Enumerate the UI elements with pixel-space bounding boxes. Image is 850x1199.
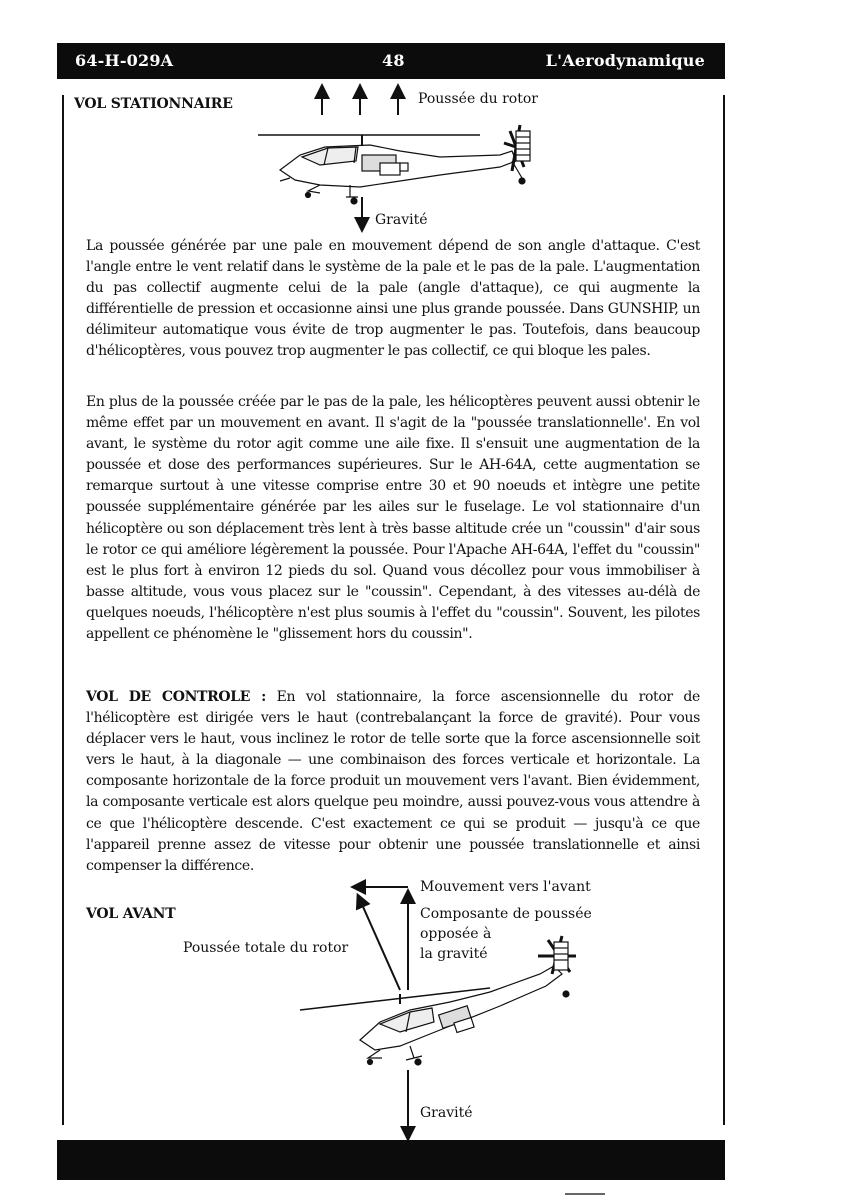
- vol-de-controle-text: En vol stationnaire, la force ascensionnelle du rotor de l'hélicoptère est dirigée vers le haut (contrebalançant la force de gravité). Pour vous déplacer vers le haut, vous inclinez le rotor de telle sorte que la force ascensionnelle soit vers le haut, à la diagonale — une combinaison des forces verticale et horizontale. La composante horizontale de la force produit un mouvement vers l'avant. Bien évidemment, la composante verticale est alors quelque peu moindre, aussi pouvez-vous vous attendre à ce que l'hélicoptère descende. C'est exactement ce qui se produit — jusqu'à ce que l'appareil prenne assez de vitesse pour obtenir une poussée translationnelle et ainsi compenser la différence.: [86, 689, 700, 874]
- bottom-mark: [565, 1193, 605, 1195]
- heading-vol-stationnaire: VOL STATIONNAIRE: [74, 96, 233, 112]
- total-thrust-arrow: [360, 900, 400, 990]
- label-component-thrust: Composante de poussée: [420, 906, 592, 922]
- label-gravity-forward: Gravité: [420, 1105, 473, 1121]
- page-header: [57, 43, 725, 79]
- label-rotor-thrust: Poussée du rotor: [418, 91, 538, 107]
- label-component-thrust-3: la gravité: [420, 946, 488, 962]
- paragraph-thrust-angle: La poussée générée par une pale en mouvement dépend de son angle d'attaque. C'est l'angle entre le vent relatif dans le système de la pale et le pas de la pale. L'augmentation du pas collectif augmente celui de la pale (angle d'attaque), ce qui augmente la différentielle de pression et occasionne ainsi une plus grande poussée. Dans GUNSHIP, un délimiteur automatique vous évite de trop augmenter le pas. Toutefois, dans beaucoup d'hélicoptères, vous pouvez trop augmenter le pas collectif, ce qui bloque les pales.: [86, 238, 700, 360]
- page-number: 48: [382, 51, 405, 70]
- paragraph-vol-de-controle: [86, 687, 700, 877]
- label-gravity-hover: Gravité: [375, 212, 428, 228]
- chapter-title: L'Aerodynamique: [545, 51, 705, 70]
- label-forward-movement: Mouvement vers l'avant: [420, 879, 591, 895]
- left-border-rule: [62, 95, 64, 1125]
- page-footer-bar: [57, 1140, 725, 1180]
- heading-vol-de-controle: VOL DE CONTROLE :: [86, 689, 266, 705]
- right-border-rule: [723, 95, 725, 1125]
- label-total-rotor-thrust: Poussée totale du rotor: [183, 940, 349, 956]
- apache-helicopter-hover: [280, 125, 530, 204]
- paragraph-translational-thrust: En plus de la poussée créée par le pas de la pale, les hélicoptères peuvent aussi obtenir le même effet par un mouvement en avant. Il s'agit de la "poussée translationnelle'. En vol avant, le système du rotor agit comme une aile fixe. Il s'ensuit une augmentation de la poussée et dose des performances supérieures. Sur le AH-64A, cette augmentation se remarque surtout à une vitesse comprise entre 30 et 90 noeuds et intègre une petite poussée supplémentaire générée par les ailes sur le fuselage. Le vol stationnaire d'un hélicoptère ou son déplacement très lent à très basse altitude crée un "coussin" d'air sous le rotor ce qui améliore légèrement la poussée. Pour l'Apache AH-64A, l'effet du "coussin" est le plus fort à environ 12 pieds du sol. Quand vous décollez pour vous immobiliser à basse altitude, vous vous placez sur le "coussin". Cependant, à des vitesses au-délà de quelques noeuds, l'hélicoptère n'est plus soumis à l'effet du "coussin". Souvent, les pilotes appellent ce phénomène le "glissement hors du coussin".: [86, 394, 700, 643]
- label-component-thrust-2: opposée à: [420, 926, 492, 942]
- document-code: 64-H-029A: [75, 51, 174, 70]
- heading-vol-avant: VOL AVANT: [86, 906, 176, 922]
